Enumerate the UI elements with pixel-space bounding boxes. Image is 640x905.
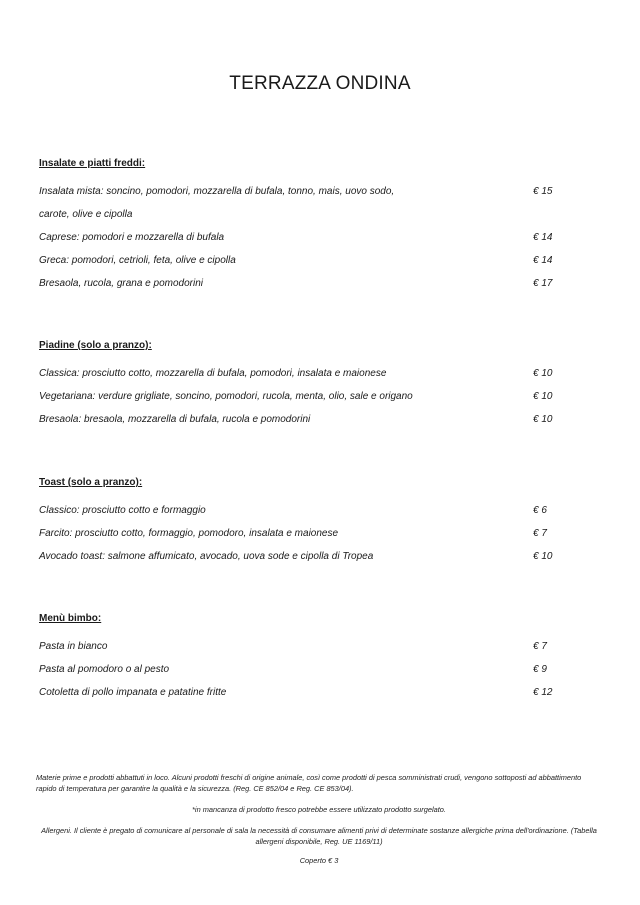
item-name: Caprese: pomodori e mozzarella di bufala (39, 232, 225, 243)
item-name: carote, olive e cipolla (39, 209, 133, 220)
item-name: Insalata mista: soncino, pomodori, mozzarella di bufala, tonno, mais, uovo sodo, (39, 186, 395, 197)
menu-item (39, 681, 559, 704)
item-name: Classico: prosciutto cotto e formaggio (39, 505, 206, 516)
section-title: Menù bimbo: (39, 613, 102, 624)
item-price: € 17 (533, 278, 553, 289)
item-name: Cotoletta di pollo impanata e patatine fritte (39, 687, 227, 698)
menu-item (39, 362, 559, 385)
item-price: € 14 (533, 232, 553, 243)
section-title: Toast (solo a pranzo): (39, 477, 143, 488)
footer-abbattimento-note: Materie prime e prodotti abbattuti in loco. Alcuni prodotti freschi di origine animale, così come prodotti di pesca somministrati crudi, vengono sottoposti ad abbattimento rapido di temperatura per garantire la qualità e la sicurezza. (Reg. CE 852/04 e Reg. CE 853/04). (36, 773, 582, 793)
item-name: Greca: pomodori, cetrioli, feta, olive e cipolla (39, 255, 236, 266)
menu-item (39, 545, 559, 568)
item-price: € 10 (533, 414, 553, 425)
item-price: € 12 (533, 687, 553, 698)
item-price: € 7 (533, 528, 547, 539)
menu-item (39, 203, 559, 226)
item-name: Classica: prosciutto cotto, mozzarella di bufala, pomodori, insalata e maionese (39, 368, 387, 379)
menu-item (39, 249, 559, 272)
footer-surgelato-note: *in mancanza di prodotto fresco potrebbe essere utilizzato prodotto surgelato. (192, 805, 446, 814)
item-name: Farcito: prosciutto cotto, formaggio, pomodoro, insalata e maionese (39, 528, 339, 539)
item-price: € 10 (533, 391, 553, 402)
item-price: € 10 (533, 551, 553, 562)
menu-item (39, 272, 559, 295)
item-name: Pasta in bianco (39, 641, 108, 652)
item-price: € 15 (533, 186, 553, 197)
section-title: Insalate e piatti freddi: (39, 158, 146, 169)
item-price: € 9 (533, 664, 547, 675)
item-name: Pasta al pomodoro o al pesto (39, 664, 170, 675)
item-price: € 6 (533, 505, 547, 516)
item-name: Vegetariana: verdure grigliate, soncino, pomodori, rucola, menta, olio, sale e origano (39, 391, 413, 402)
section-title: Piadine (solo a pranzo): (39, 340, 152, 351)
footer-coperto (36, 855, 602, 866)
item-price: € 7 (533, 641, 547, 652)
menu-item (39, 522, 559, 545)
item-name: Bresaola, rucola, grana e pomodorini (39, 278, 203, 289)
section-piadine (39, 339, 559, 431)
footer-notes (36, 772, 602, 794)
item-price: € 10 (533, 368, 553, 379)
item-name: Avocado toast: salmone affumicato, avocado, uova sode e cipolla di Tropea (39, 551, 374, 562)
menu-item (39, 226, 559, 249)
item-price: € 14 (533, 255, 553, 266)
section-menu-bimbo (39, 612, 559, 704)
section-toast (39, 476, 559, 568)
menu-item (39, 658, 559, 681)
coperto-price: Coperto € 3 (299, 856, 339, 865)
menu-item (39, 408, 559, 431)
footer-surgelato (36, 804, 602, 815)
menu-item (39, 385, 559, 408)
footer-allergeni-note: Allergeni. Il cliente è pregato di comunicare al personale di sala la necessità di consumare alimenti privi di determinate sostanze allergiche prima dell'ordinazione. (Tabella allergeni disponibile, Reg. UE 1169/11) (41, 826, 597, 846)
menu-title: TERRAZZA ONDINA (229, 73, 411, 94)
menu-item (39, 180, 559, 203)
item-name: Bresaola: bresaola, mozzarella di bufala, rucola e pomodorini (39, 414, 311, 425)
section-insalate (39, 157, 559, 295)
footer-allergeni (36, 825, 602, 847)
menu-item (39, 635, 559, 658)
menu-item (39, 499, 559, 522)
